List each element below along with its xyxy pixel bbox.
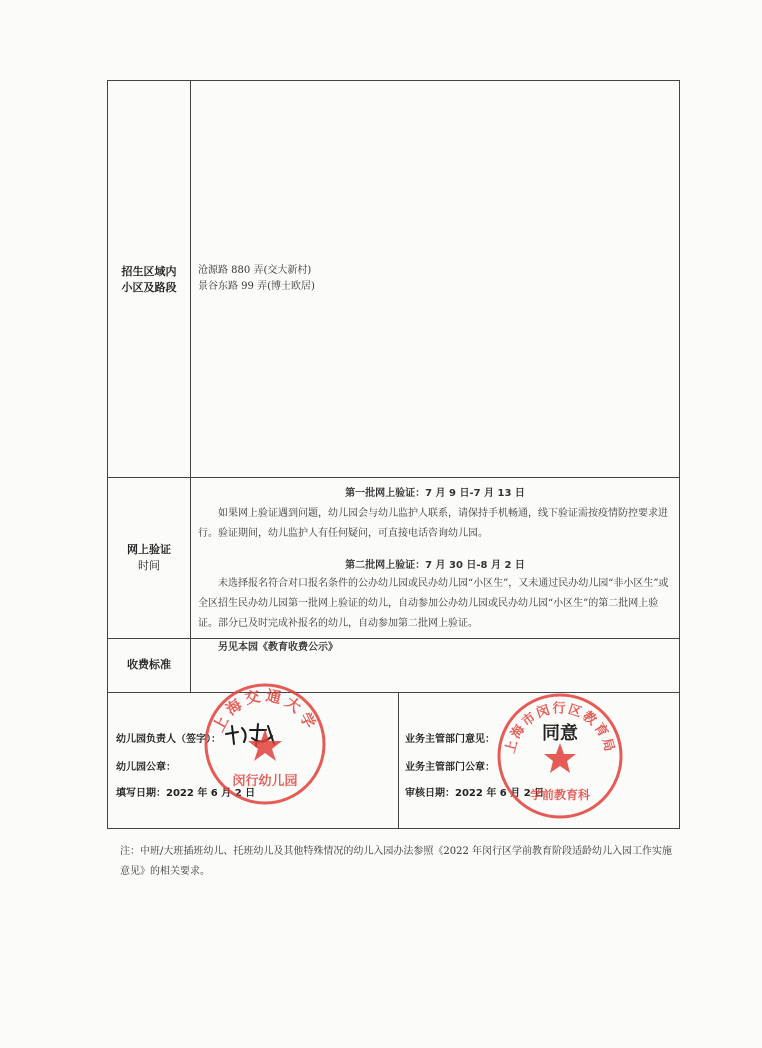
review-date: 审核日期：2022 年 6 月 2 日 — [405, 788, 545, 799]
address-list — [198, 263, 315, 295]
kindergarten-seal-label: 幼儿园公章： — [116, 762, 176, 773]
table-row-divider-1 — [107, 477, 680, 478]
batch2-title: 第二批网上验证：7 月 30 日-8 月 2 日 — [345, 560, 525, 571]
table-row-divider-2 — [107, 638, 680, 639]
enrollment-area-label-line2: 小区及路段 — [121, 281, 177, 294]
batch1-text: 如果网上验证遇到问题，幼儿园会与幼儿监护人联系，请保持手机畅通，线下验证需按疫情防控要求进行。验证期间，幼儿监护人有任何疑问，可直接电话咨询幼儿园。 — [198, 508, 668, 539]
table-border-left — [107, 80, 108, 829]
education-bureau-stamp-outer-text: 上海市闵行区教育局 — [502, 701, 618, 756]
kindergarten-stamp-inner-text: 闵行幼儿园 — [232, 774, 298, 789]
svg-text:上海交通大学 — [209, 686, 320, 734]
batch2-text: 未选择报名符合对口报名条件的公办幼儿园或民办幼儿园“小区生”，又未通过民办幼儿园“非小区生”或全区招生民办幼儿园第一批网上验证的幼儿，自动参加公办幼儿园或民办幼儿园“小区生”的第二批网上验证。部分已及时完成补报名的幼儿，自动参加第二批网上验证。 — [198, 578, 669, 629]
batch1-title: 第一批网上验证：7 月 9 日-7 月 13 日 — [345, 488, 525, 499]
table-border-right — [679, 80, 680, 829]
approval-text: 同意 — [542, 723, 578, 744]
education-bureau-stamp — [495, 691, 625, 821]
education-bureau-stamp-inner-text: 学前教育科 — [529, 788, 591, 802]
kindergarten-stamp — [202, 681, 328, 807]
table-border-top — [107, 80, 680, 81]
enrollment-area-label — [108, 264, 190, 296]
department-seal-label: 业务主管部门公章： — [405, 762, 495, 773]
fill-date: 填写日期：2022 年 6 月 2 日 — [116, 788, 256, 799]
responsible-signature-label: 幼儿园负责人（签字）： — [116, 734, 221, 745]
department-opinion-label: 业务主管部门意见： — [405, 734, 495, 745]
fees-label: 收费标准 — [127, 658, 171, 671]
footnote: 注：中班/大班插班幼儿、托班幼儿及其他特殊情况的幼儿入园办法参照《2022 年闵行区学前教育阶段适龄幼儿入园工作实施意见》的相关要求。 — [120, 846, 672, 877]
verification-label — [108, 542, 190, 574]
kindergarten-stamp-outer-text: 上海交通大学 — [209, 686, 321, 735]
enrollment-area-label-line1: 招生区域内 — [121, 265, 177, 278]
table-col-divider — [190, 80, 191, 692]
table-border-bottom — [107, 828, 680, 829]
address-item: 沧源路 880 弄(交大新村) — [198, 265, 312, 276]
verification-label-line2: 时间 — [138, 559, 160, 572]
address-item: 景谷东路 99 弄(博士欧居) — [198, 281, 315, 292]
fees-text: 另见本园《教育收费公示》 — [218, 642, 338, 653]
verification-label-line1: 网上验证 — [127, 543, 171, 556]
signature-divider — [398, 692, 399, 828]
